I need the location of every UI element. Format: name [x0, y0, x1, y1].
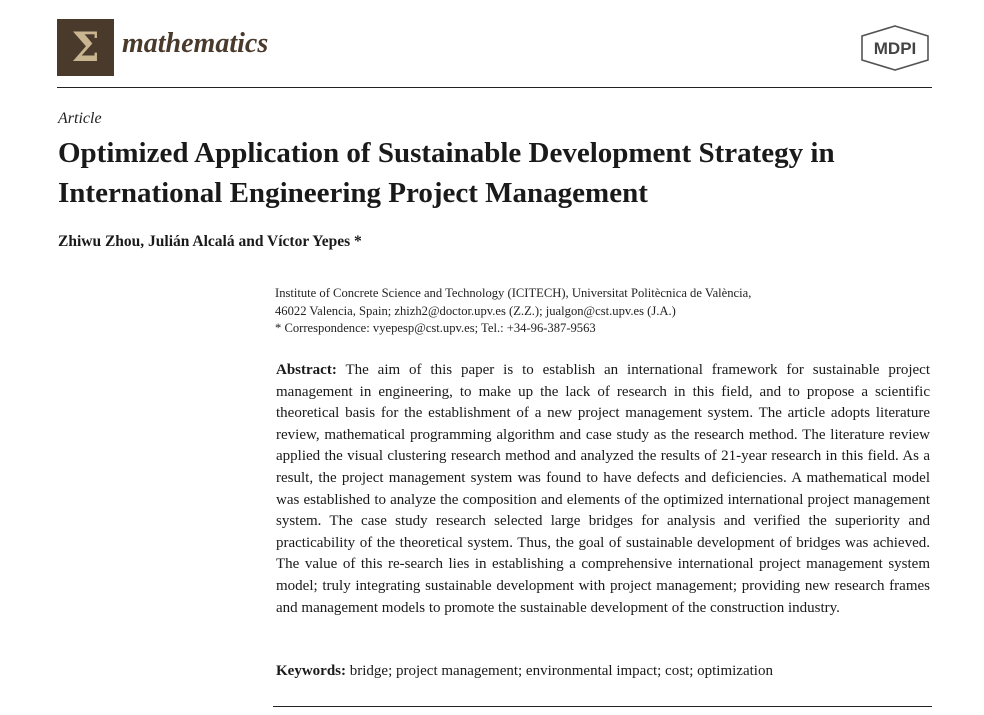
affiliation-block: [275, 285, 935, 338]
keywords: [276, 661, 930, 682]
affiliation-line: Institute of Concrete Science and Technology (ICITECH), Universitat Politècnica de València,: [275, 286, 752, 300]
journal-logo: [57, 19, 114, 76]
paper-title: Optimized Application of Sustainable Development Strategy in International Engineering Project Management: [58, 137, 835, 209]
keywords-label: Keywords:: [276, 663, 346, 679]
keywords-text: bridge; project management; environmental impact; cost; optimization: [349, 663, 773, 679]
affiliation-line: 46022 Valencia, Spain; zhizh2@doctor.upv.es (Z.Z.); jualgon@cst.upv.es (J.A.): [275, 303, 676, 318]
journal-header: [57, 19, 932, 87]
publisher-name: MDPI: [873, 39, 917, 58]
mdpi-logo: [858, 24, 932, 72]
correspondence-line: * Correspondence: vyepesp@cst.upv.es; Tel.: +34-96-387-9563: [275, 321, 596, 335]
abstract-label: Abstract:: [276, 362, 337, 378]
bottom-divider: [273, 706, 932, 707]
sigma-icon: Σ: [71, 23, 100, 71]
article-type: Article: [58, 110, 102, 127]
author-list: Zhiwu Zhou, Julián Alcalá and Víctor Yepes *: [58, 233, 362, 250]
abstract-text: The aim of this paper is to establish an international framework for sustainable project management in engineering, to make up the lack of research in this field, and to propose a scientific theoretical basis for the establishment of a new project management system. The article adopts literature review, mathematical programming algorithm and case study as the research method. The literature review applied the visual clustering research method and analyzed the results of 21-year research in this field. As a result, the project management system was found to have defects and deficiencies. A mathematical model was established to analyze the composition and elements of the optimized international project management system. The case study research selected large bridges for analysis and verified the superiority and practicability of the theoretical system. Thus, the goal of sustainable development of bridges was achieved. The value of this re-search lies in establishing a comprehensive international project management system model; truly integrating sustainable development with project management; providing new research frames and management models to promote the sustainable development of the construction industry.: [276, 362, 930, 616]
journal-name: mathematics: [122, 28, 269, 59]
header-divider: [57, 87, 932, 88]
abstract: [276, 360, 930, 619]
